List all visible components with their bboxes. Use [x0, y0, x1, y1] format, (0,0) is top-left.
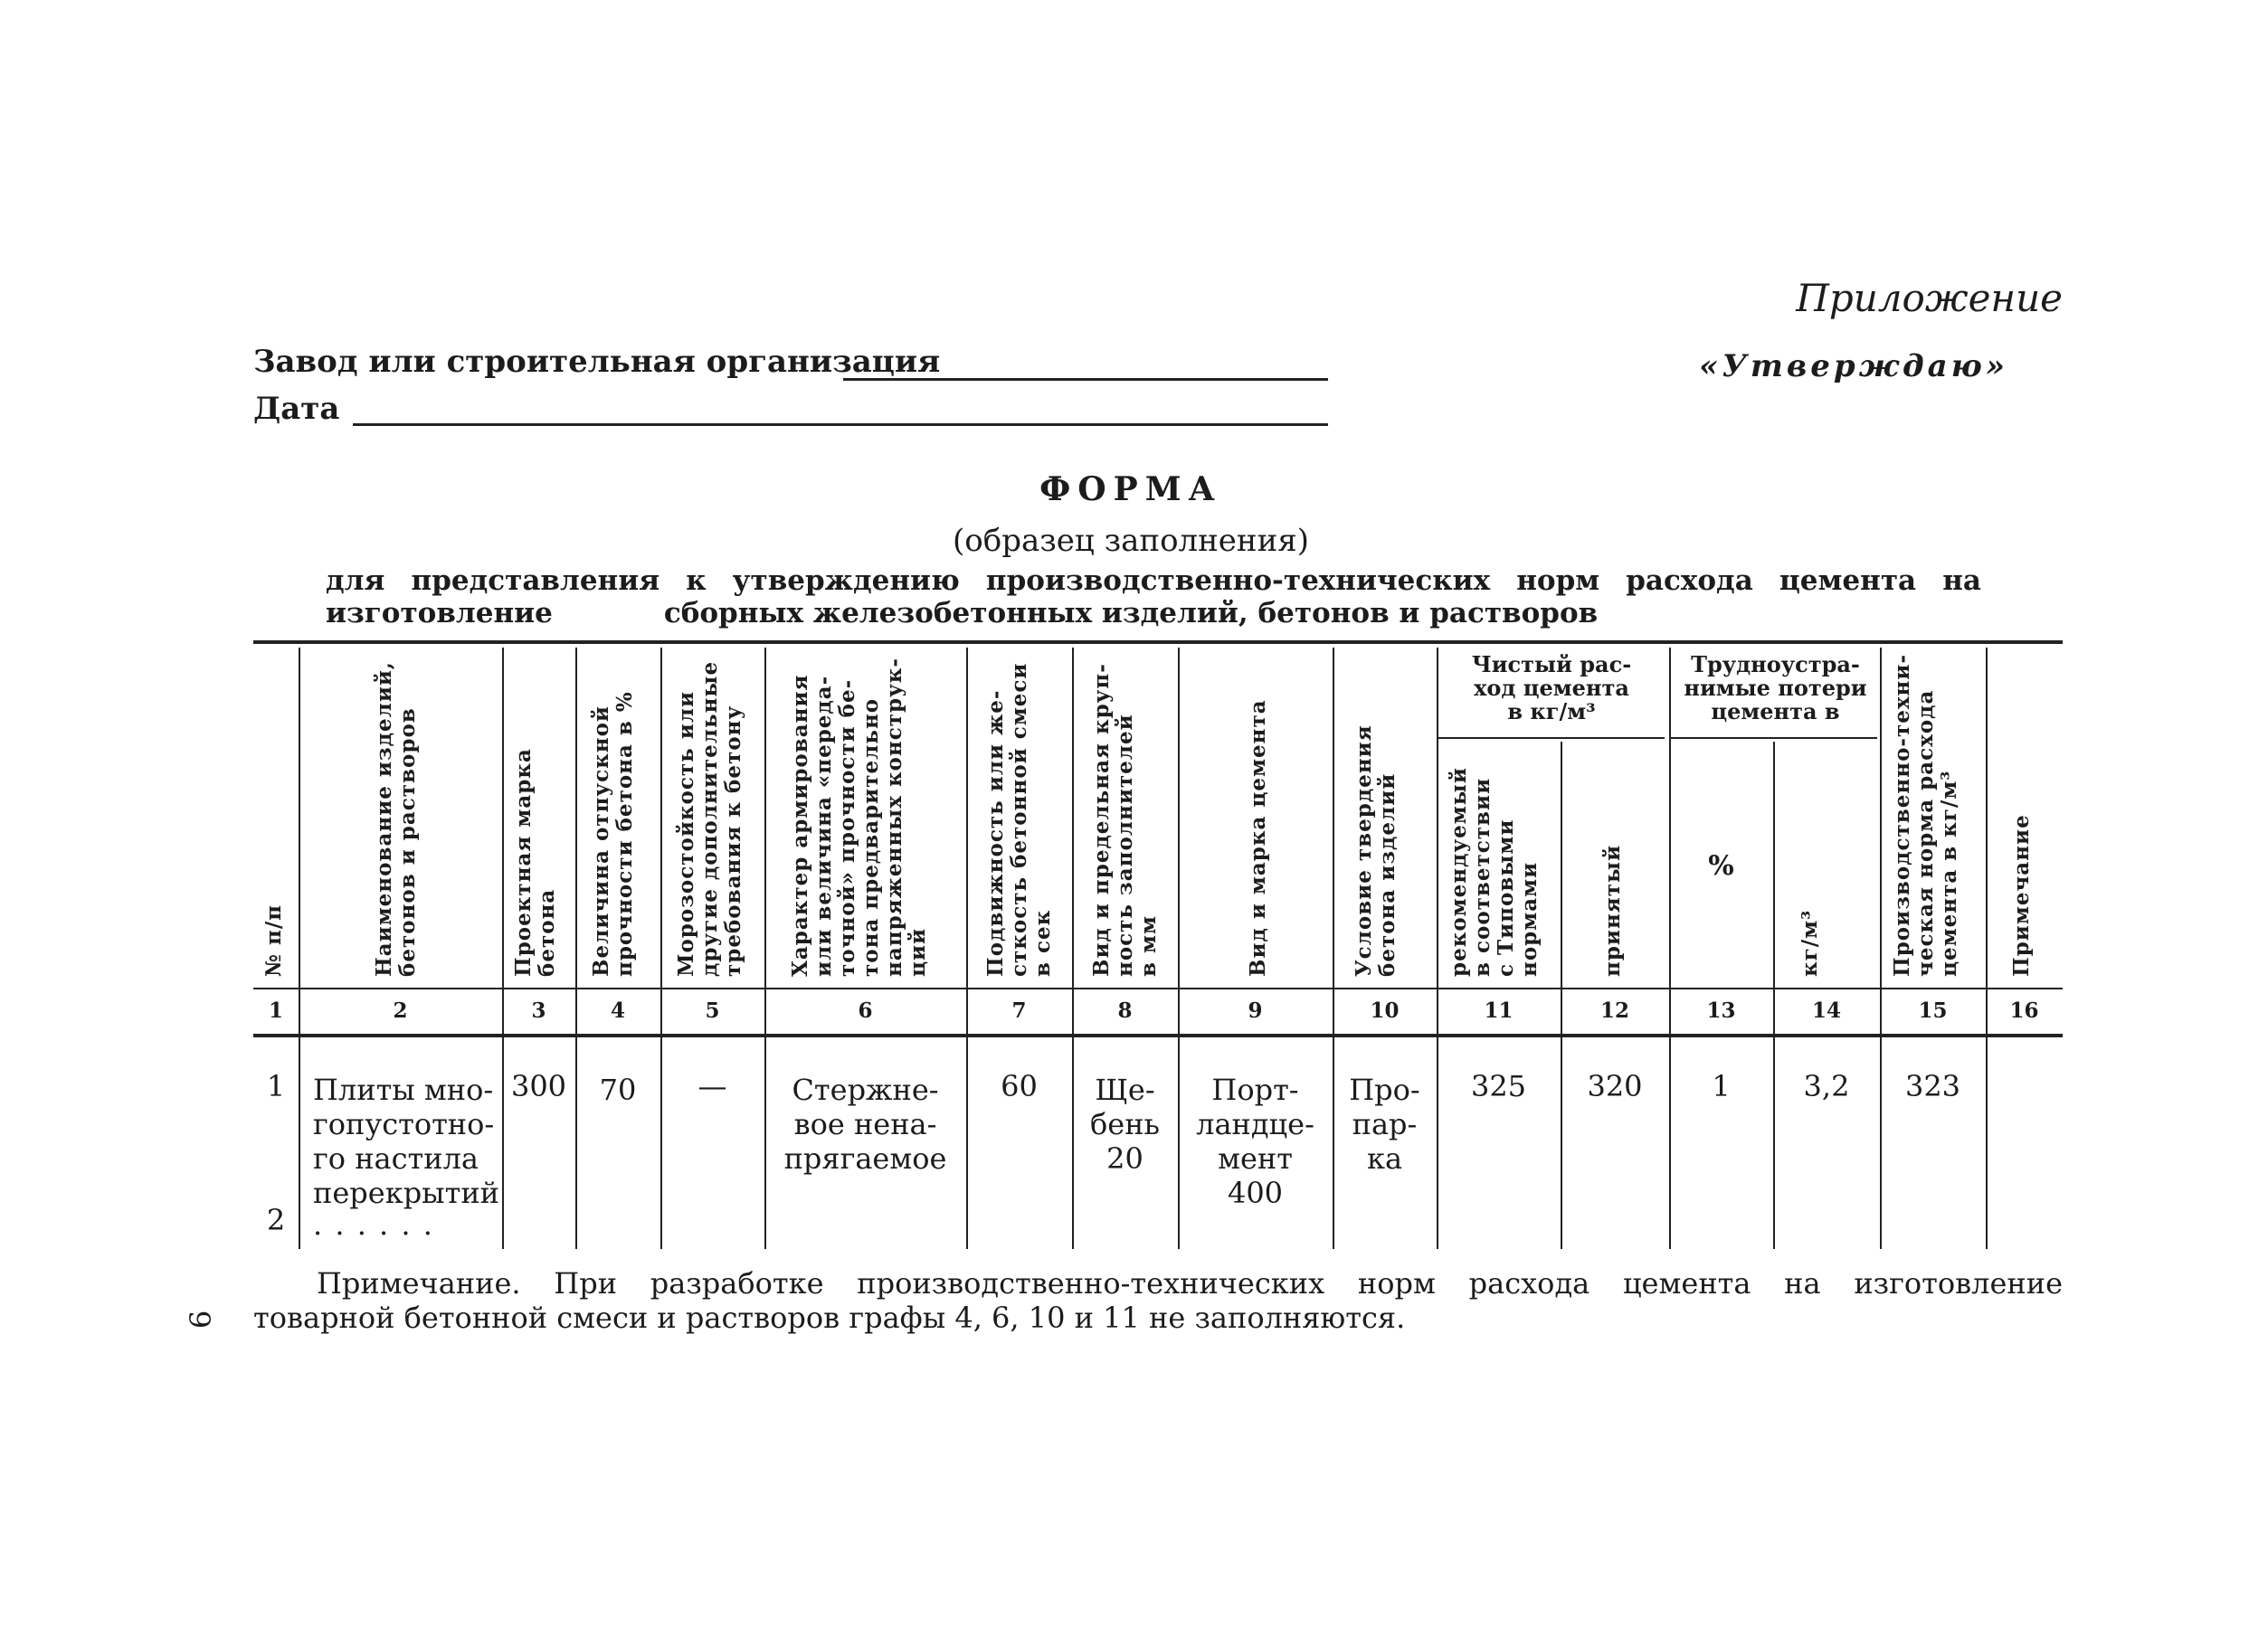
cell-cement-type: Порт- ландце- мент 400	[1196, 1073, 1314, 1210]
note-line2: товарной бетонной смеси и растворов графы 4, 6, 10 и 11 не заполняются.	[253, 1301, 1406, 1335]
table-top-rule	[253, 640, 2063, 644]
cell-product-name: . . . . . .	[313, 1207, 434, 1242]
header-net-consumption: Чистый рас- ход цемента в кг/м³	[1471, 651, 1632, 724]
header-loss-kg: кг/м³	[1798, 909, 1822, 977]
header-loss-percent: %	[1708, 850, 1734, 882]
header-cement-type: Вид и марка цемента	[1246, 699, 1270, 977]
column-divider	[1561, 742, 1562, 1249]
cell-accepted: 320	[1587, 1069, 1643, 1103]
column-divider	[966, 648, 968, 1249]
cell-row-number: 1	[266, 1069, 286, 1103]
appendix-label: Приложение	[1796, 276, 2063, 320]
organization-label: Завод или строительная организация	[253, 344, 941, 380]
header-remark: Примечание	[2009, 814, 2034, 977]
cell-release-strength: 70	[599, 1073, 637, 1107]
column-number: 2	[393, 998, 408, 1023]
date-label: Дата	[253, 391, 340, 427]
column-divider	[1986, 648, 1988, 1249]
approve-label: «Утверждаю»	[1699, 348, 2008, 384]
header-design-grade: Проектная марка бетона	[511, 748, 559, 977]
column-number: 15	[1918, 998, 1948, 1023]
cell-reinforcement: Стержне- вое нена- прягаемое	[783, 1073, 947, 1176]
cell-aggregate: Ще- бень 20	[1090, 1073, 1160, 1176]
header-aggregate: Вид и предельная круп- ность заполнителей в мм	[1089, 663, 1161, 977]
column-number: 3	[531, 998, 546, 1023]
form-subtitle: (образец заполнения)	[953, 523, 1309, 559]
header-recommended: рекомендуемый в соответствии с Типовыми нормами	[1447, 767, 1542, 977]
header-frost-resistance: Морозостойкость или другие дополнительные требования к бетону	[674, 660, 745, 977]
cell-production-norm: 323	[1904, 1069, 1961, 1103]
column-number: 8	[1117, 998, 1133, 1023]
cell-loss-percent: 1	[1712, 1069, 1731, 1103]
cell-mobility: 60	[1001, 1069, 1038, 1103]
column-number: 14	[1811, 998, 1841, 1023]
cell-design-grade: 300	[510, 1069, 567, 1103]
cell-row-number: 2	[266, 1203, 286, 1237]
header-accepted: принятый	[1600, 844, 1625, 977]
column-number: 6	[858, 998, 873, 1023]
header-curing: Условие твердения бетона изделий	[1352, 724, 1400, 977]
date-field[interactable]	[353, 423, 1328, 426]
page-number: 6	[184, 1310, 219, 1329]
organization-field[interactable]	[843, 378, 1328, 381]
column-number: 10	[1370, 998, 1400, 1023]
column-number: 16	[2009, 998, 2039, 1023]
group-subheader-rule	[1437, 737, 1665, 739]
cell-product-name: Плиты мно- гопустотно- го настила перекрытий	[313, 1073, 499, 1210]
column-number: 4	[610, 998, 625, 1023]
form-title: ФОРМА	[1039, 470, 1222, 508]
column-divider	[575, 648, 577, 1249]
header-mobility: Подвижность или же- сткость бетонной смеси в сек	[983, 662, 1055, 977]
column-divider	[502, 648, 504, 1249]
column-number: 1	[268, 998, 283, 1023]
header-irrecoverable-loss: Трудноустра- нимые потери цемента в	[1684, 651, 1867, 724]
form-purpose-line2: сборных железобетонных изделий, бетонов и растворов	[663, 597, 1599, 629]
header-reinforcement: Характер армирования или величина «переда- точной» прочности бе- тона предварительно напряженных конструк- ций	[788, 658, 930, 977]
column-number: 11	[1484, 998, 1514, 1023]
column-divider	[660, 648, 662, 1249]
cell-curing: Про- пар- ка	[1349, 1073, 1420, 1176]
column-number: 7	[1011, 998, 1027, 1023]
form-purpose-line1: для представления к утверждению производственно-технических норм расхода цемента на изготовление	[326, 564, 1981, 629]
note-line1: Примечание. При разработке производственно-технических норм расхода цемента на изготовление	[317, 1266, 2063, 1301]
column-numbers-rule	[253, 1034, 2063, 1037]
column-divider	[1773, 742, 1775, 1249]
header-bottom-rule	[253, 988, 2063, 989]
cell-recommended: 325	[1470, 1069, 1527, 1103]
header-production-norm: Производственно-техни- ческая норма расхода цемента в кг/м³	[1890, 654, 1961, 977]
column-number: 9	[1248, 998, 1263, 1023]
group-subheader-rule	[1669, 737, 1877, 739]
column-number: 13	[1706, 998, 1736, 1023]
cell-frost-resistance: —	[697, 1069, 727, 1103]
column-divider	[299, 648, 300, 1249]
header-product-name: Наименование изделий, бетонов и растворов	[372, 661, 420, 977]
cell-loss-kg: 3,2	[1803, 1069, 1850, 1103]
column-divider	[1669, 648, 1671, 1249]
column-number: 5	[705, 998, 720, 1023]
column-divider	[1437, 648, 1438, 1249]
header-release-strength: Величина отпускной прочности бетона в %	[589, 691, 637, 977]
column-divider	[1880, 648, 1882, 1249]
header-row-number: № п/п	[261, 904, 286, 977]
column-number: 12	[1599, 998, 1629, 1023]
